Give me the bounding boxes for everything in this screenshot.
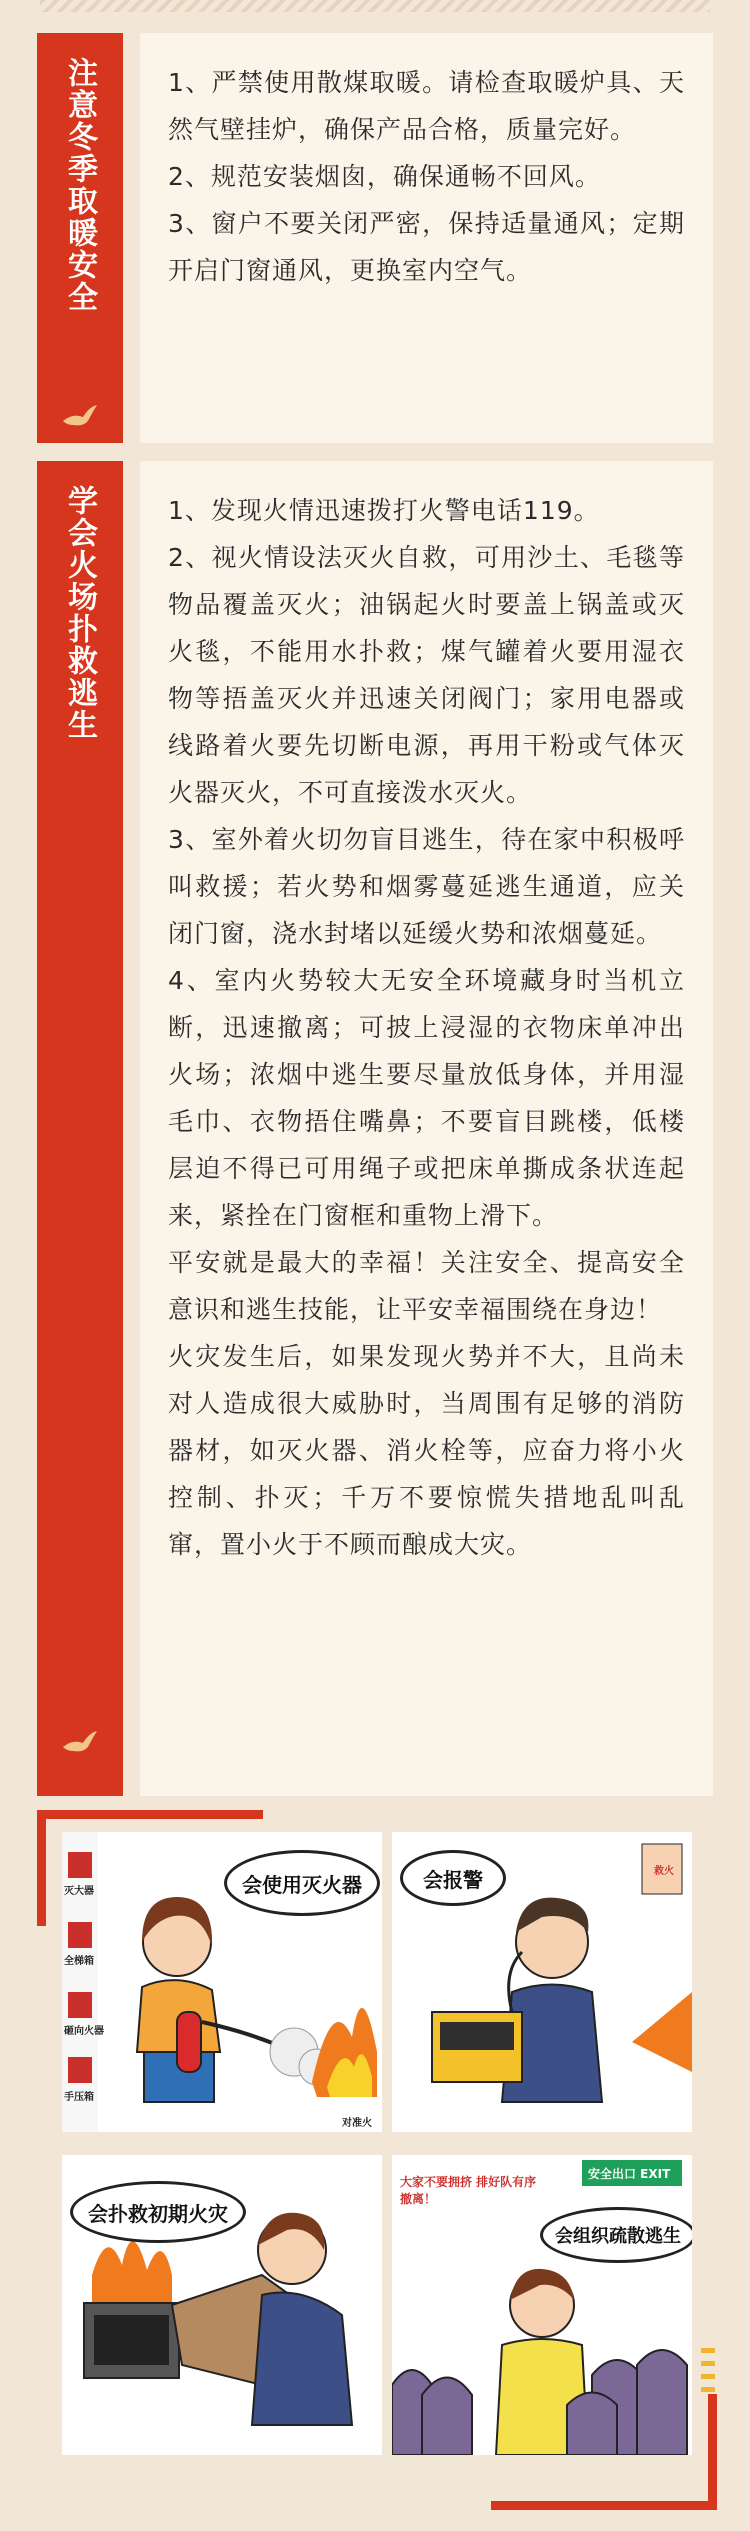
- sign-label: 手压箱: [64, 2092, 94, 2103]
- sign-label: 全梯箱: [64, 1956, 94, 1967]
- content-paragraph: 3、窗户不要关闭严密，保持适量通风；定期开启门窗通风，更换室内空气。: [168, 209, 685, 285]
- section-winter-heating: [37, 33, 713, 443]
- content-panel: [140, 33, 713, 443]
- speech-bubble: 会使用灭火器: [224, 1850, 380, 1916]
- speech-bubble: 会扑救初期火灾: [70, 2181, 246, 2243]
- frame-corner: [491, 2501, 717, 2510]
- section-title: 注意冬季取暖安全: [62, 57, 97, 313]
- section-side-bar: [37, 461, 123, 1796]
- comic-evacuation: [392, 2155, 692, 2455]
- frame-corner: [708, 2394, 717, 2510]
- top-decorative-stripe: [40, 0, 710, 12]
- dove-icon: [59, 403, 99, 433]
- section-side-bar: [37, 33, 123, 443]
- sign-label: 砸向火器: [64, 2026, 104, 2037]
- content-paragraph: 2、规范安装烟囱，确保通畅不回风。: [168, 162, 601, 191]
- speech-bubble: 会报警: [400, 1850, 506, 1906]
- corner-caption: 救火: [654, 1866, 674, 1877]
- frame-corner: [37, 1810, 263, 1819]
- corner-caption: 对准火: [342, 2118, 372, 2129]
- sign-label: 灭大器: [64, 1886, 94, 1897]
- content-paragraph: 1、发现火情迅速拨打火警电话119。: [168, 496, 600, 525]
- section-title: 学会火场扑救逃生: [62, 485, 97, 741]
- comic-initial-fire: [62, 2155, 382, 2455]
- content-panel: [140, 461, 713, 1796]
- section-content: [168, 59, 685, 294]
- content-paragraph: 火灾发生后，如果发现火势并不大，且尚未对人造成很大威胁时，当周围有足够的消防器材，如灭火器、消火栓等，应奋力将小火控制、扑灭；千万不要惊慌失措地乱叫乱窜，置小火于不顾而酿成大灾。: [168, 1342, 685, 1559]
- exit-sign: 安全出口 EXIT: [588, 2167, 671, 2181]
- speech-bubble: 会组织疏散逃生: [540, 2207, 692, 2263]
- content-paragraph: 平安就是最大的幸福！关注安全、提高安全意识和逃生技能，让平安幸福围绕在身边！: [168, 1248, 685, 1324]
- comic-illustrations: [37, 1810, 717, 2510]
- section-fire-escape: [37, 461, 713, 1796]
- content-paragraph: 3、室外着火切勿盲目逃生，待在家中积极呼叫救援；若火势和烟雾蔓延逃生通道，应关闭门窗，浇水封堵以延缓火势和浓烟蔓延。: [168, 825, 685, 948]
- content-paragraph: 1、严禁使用散煤取暖。请检查取暖炉具、天然气壁挂炉，确保产品合格，质量完好。: [168, 68, 685, 144]
- comic-extinguisher: [62, 1832, 382, 2132]
- comic-call-police: [392, 1832, 692, 2132]
- section-content: [168, 487, 685, 1568]
- yellow-decoration: [701, 2348, 715, 2400]
- note-caption: 大家不要拥挤 排好队有序撤离！: [400, 2175, 537, 2206]
- content-paragraph: 2、视火情设法灭火自救，可用沙土、毛毯等物品覆盖灭火；油锅起火时要盖上锅盖或灭火毯，不能用水扑救；煤气罐着火要用湿衣物等捂盖灭火并迅速关闭阀门；家用电器或线路着火要先切断电源，再用干粉或气体灭火器灭火，不可直接泼水灭火。: [168, 543, 685, 807]
- content-paragraph: 4、室内火势较大无安全环境藏身时当机立断，迅速撤离；可披上浸湿的衣物床单冲出火场；浓烟中逃生要尽量放低身体，并用湿毛巾、衣物捂住嘴鼻；不要盲目跳楼，低楼层迫不得已可用绳子或把床单撕成条状连起来，紧拴在门窗框和重物上滑下。: [168, 966, 685, 1230]
- frame-corner: [37, 1810, 46, 1926]
- dove-icon: [59, 1729, 99, 1759]
